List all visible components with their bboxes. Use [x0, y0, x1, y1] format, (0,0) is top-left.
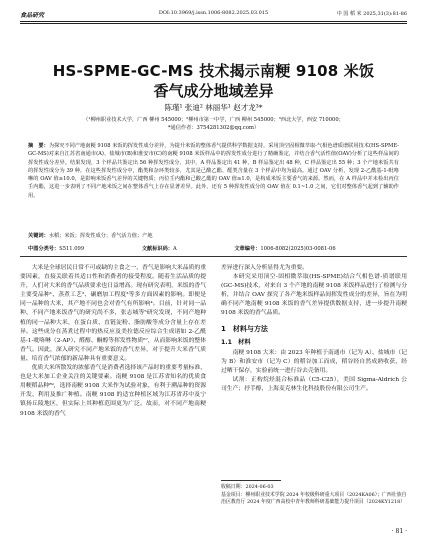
intro-paragraph-3: 本研究采用顶空-固相微萃取(HS-SPME)结合气相色谱-质谱联用(GC-MS)技术，对来自 3 个产地的南粳 9108 米饭样品进行了检测与分析，并结合 OAV 探究了各产地米饭样品间挥发性成分的差异，旨在为明确不同产地南粳 9108 米饭的香气差异提供数据支持，进一步提升南粳 9108 米饭的香气品质。: [221, 274, 407, 317]
doi-text: DOI:10.3969/j.issn.1006-8082.2025.03.015: [158, 10, 269, 16]
abstract: [28, 142, 399, 200]
corresponding-email: *通信作者：3754281302@qq.com）: [167, 125, 260, 131]
received-date: 收稿日期：2024-06-03: [221, 484, 274, 490]
intro-paragraph-2-cont: 差异进行深入分析显得尤为重要。: [221, 265, 308, 271]
author-list: 陈瑾¹ 张迪² 林丽华¹ 赵才龙³*: [164, 103, 263, 112]
abstract-separator: [20, 256, 407, 257]
keywords: [28, 232, 399, 239]
left-column: [20, 264, 206, 419]
section-heading: 1 材料与方法: [221, 324, 268, 333]
keywords-label: 关键词：: [28, 233, 49, 239]
right-column: [221, 264, 407, 394]
journal-section: 食品研究: [20, 12, 45, 19]
running-header: [20, 8, 407, 20]
abstract-text: 为探究不同产地南粳 9108 米饭的挥发性成分差异，为提升米饭的整体香气提供科学数据支持，采用顶空固相微萃取-气相色谱质谱联用技术(HS-SPME-GC-MS)对来自江苏省南通市(A)、盐城市(B)和淮安市(C)的南粳 9108 米饭样品中的挥发性成分进行了精确鉴定，并结合香气活性值(OAV)分析了这些样品间的挥发性成分差异。结果发现，3 个样品共鉴定出 56 种挥发性成分，其中，A 样品鉴定出 41 种，B 样品鉴定出 48 种，C 样品鉴定出 55 种；3 个产地米饭共有的挥发性成分为 39 种。在这些挥发性成分中，酯类和杂环类较多，尤其是己酸乙酯、醛类含量在 3 个样品中均为最高。通过 OAV 分析，发现 2-乙酰基-1-吡咯啉的 OAV 值≥10.0，是影响米饭香气差异的关键物质；丙位壬内酯和己酸乙酯的 OAV 值≥1.0，是构成米饭主要香气的来源。然而，在 A 样品中并未检出丙位壬内酯，这进一步表明了不同产地米饭之间在整体香气上存在显著差异。此外，还有 5 种挥发性成分的 OAV 值在 0.1~1.0 之间，它们对整体香气起到了辅助作用。: [28, 143, 399, 199]
footnote-rule: [221, 480, 281, 481]
intro-paragraph-1: 大米是全球居民日常不可或缺的主食之一，香气是影响大米品质的重要因素，直接关联着其适口性和消费者的接受程度。随着生活品质的提升，人们对大米的香气品质要求也日益增高。现有研究表明，米饭的香气主要受品种¹、蒸煮工艺²、碾磨加工程度³等多方面因素的影响。即便是同一品种的大米，其产地不同也会对香气有所影响⁴。目前，针对同一品种、不同产地米饭香气的研究尚不多，张志城等⁵研究发现，不同产地种植的同一品种大米，在蛋白质、直链淀粉、脂肪酸等成分含量上存在差异。这些成分在蒸煮过程中的热反应及美拉德反应综合生成诸如 2-乙酰基-1-吡咯啉（2-AP）、醛醇、酮醇等挥发性物质⁶⁷，从而影响米饭的整体香气。因此，深入研究不同产地米饭的香气差异，对于提升大米香气质量、培育香气浓郁的新品种具有重要意义。: [20, 265, 206, 362]
materials-paragraph-2: 试剂：正构烷烃混合标准品（C5-C25），美国 Sigma-Aldrich 公司生产；抒手醇，上海麦克林生化科技股份有限公司生产。: [221, 377, 407, 393]
paper-title-line2: 香气成分地域差异: [153, 82, 274, 100]
subsection-heading: 1.1 材料: [221, 338, 251, 346]
footnote: [221, 484, 407, 507]
abstract-label: 摘 要：: [28, 143, 49, 149]
affiliations: [30, 116, 397, 132]
intro-paragraph-2: 优质大米所散发的浓郁香气是消费者选择该产品时的重要考量标准，也是大米加工企业关注的关键要素。南粳 9108 是江苏省知名的优质食用粳稻品种⁸⁹，选择南粳 9108 大米作为试验对象，有利于溯品种的资源开发、利用及推广种植。南粳 9108 的适宜种植区域为江苏省苏中及宁镇扬丘陵地区，但实际上其种植范围更为广泛。故而，对不同产地南粳 9108 米饭的香气: [20, 365, 206, 417]
paper-title-line1: HS-SPME-GC-MS 技术揭示南粳 9108 米饭: [52, 62, 375, 80]
article-number: 文章编号：1006-8082(2025)03-0081-06: [234, 246, 336, 252]
journal-issue: 中 国 稻 米 2025,31(3):81-86: [336, 11, 407, 17]
funding-info: 基金项目：柳州职业技术学院 2024 年校级科研重大项目（2024KA06）；广西壮族自治区教育厅 2024 年度广西高校中青年教师科研基础能力提升项目（2024KY1218）: [221, 491, 407, 506]
page-number: · 81 ·: [391, 528, 407, 535]
header-rule: [20, 21, 407, 22]
doc-code: 文献标识码：A: [141, 246, 177, 252]
materials-paragraph-1: 南粳 9108 大米：由 2023 年种植于南通市（记为 A）、盐城市（记为 B）和淮安市（记为 C）的稻谷加工而成，稻谷经自然成熟收获，经过晒干保存，实验前统一进行谷去壳备用。: [221, 349, 407, 374]
keywords-text: 水稻；米饭；挥发性成分；香气活力值；产地: [48, 233, 153, 239]
header-rule-thin: [20, 23, 407, 24]
classification-line: [28, 245, 399, 252]
clc-number: 中图分类号：S511.099: [28, 246, 85, 252]
affiliation-line: （¹柳州职业技术大学，广西 柳州 545000；²柳州市第一中学，广西 柳州 545000；³西北大学，西安 710000；: [83, 117, 344, 123]
